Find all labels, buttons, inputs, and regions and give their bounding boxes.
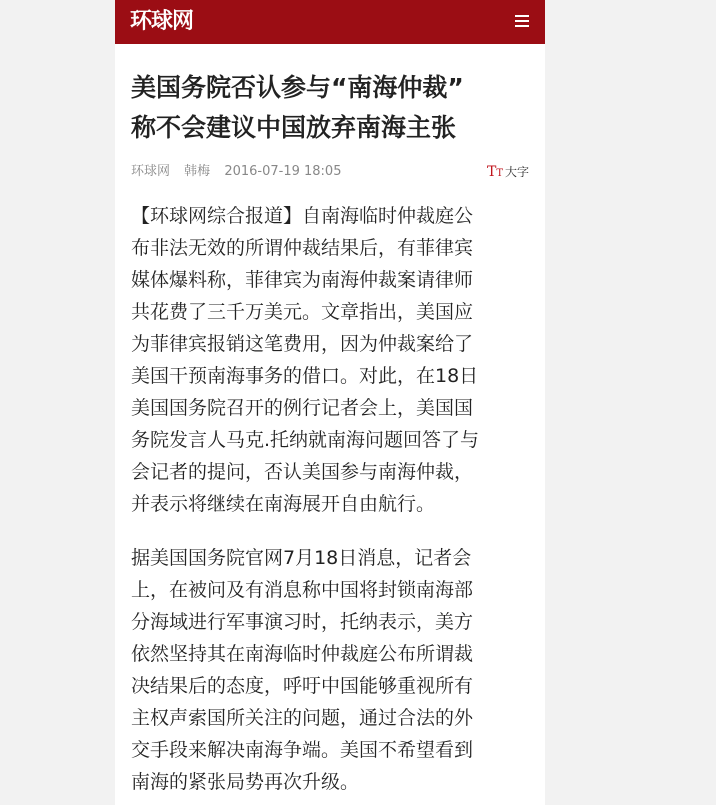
paragraph-line: 媒体爆料称，菲律宾为南海仲裁案请律师 — [131, 269, 474, 291]
site-logo[interactable]: 环球网 — [130, 9, 194, 34]
paragraph-line: 务院发言人马克.托纳就南海问题回答了与 — [131, 429, 480, 451]
article-page — [115, 0, 545, 805]
paragraph-line: 决结果后的态度，呼吁中国能够重视所有 — [131, 675, 474, 697]
paragraph-line: 上，在被问及有消息称中国将封锁南海部 — [131, 579, 474, 601]
font-size-icon — [487, 162, 503, 184]
article-body — [131, 200, 535, 805]
paragraph-line: 据美国国务院官网7月18日消息，记者会 — [131, 547, 472, 569]
paragraph-line: 南海的紧张局势再次升级。 — [131, 771, 360, 793]
article-datetime: 2016-07-19 18:05 — [224, 164, 342, 179]
font-size-label: 大字 — [504, 165, 529, 179]
paragraph-line: 为菲律宾报销这笔费用，因为仲裁案给了 — [131, 333, 474, 355]
article-title — [131, 68, 531, 148]
paragraph-line: 依然坚持其在南海临时仲裁庭公布所谓裁 — [131, 643, 474, 665]
article-title-line: 美国务院否认参与“南海仲裁” — [131, 73, 464, 102]
paragraph-line: 会记者的提问，否认美国参与南海仲裁， — [131, 461, 474, 483]
paragraph-line: 布非法无效的所谓仲裁结果后，有菲律宾 — [131, 237, 474, 259]
article-author: 韩梅 — [184, 164, 211, 179]
paragraph-line: 分海域进行军事演习时，托纳表示，美方 — [131, 611, 474, 633]
menu-bar — [515, 15, 529, 17]
menu-bar — [515, 20, 529, 22]
paragraph-line: 【环球网综合报道】自南海临时仲裁庭公 — [131, 205, 474, 227]
article-meta — [131, 162, 529, 182]
font-size-toggle[interactable] — [487, 162, 529, 184]
paragraph-line: 共花费了三千万美元。文章指出，美国应 — [131, 301, 474, 323]
article-source: 环球网 — [131, 164, 171, 179]
article-title-line: 称不会建议中国放弃南海主张 — [131, 113, 457, 142]
site-header — [115, 0, 545, 44]
article-paragraph — [131, 542, 535, 798]
paragraph-line: 主权声索国所关注的问题，通过合法的外 — [131, 707, 474, 729]
font-size-icon-large-t: T — [486, 164, 497, 180]
paragraph-line: 并表示将继续在南海展开自由航行。 — [131, 493, 436, 515]
hamburger-menu-icon[interactable] — [513, 12, 531, 30]
paragraph-line: 美国干预南海事务的借口。对此，在18日 — [131, 365, 479, 387]
menu-bar — [515, 25, 529, 27]
paragraph-line: 美国国务院召开的例行记者会上，美国国 — [131, 397, 474, 419]
paragraph-line: 交手段来解决南海争端。美国不希望看到 — [131, 739, 474, 761]
font-size-icon-small-t: T — [496, 168, 503, 179]
article-paragraph — [131, 200, 535, 520]
